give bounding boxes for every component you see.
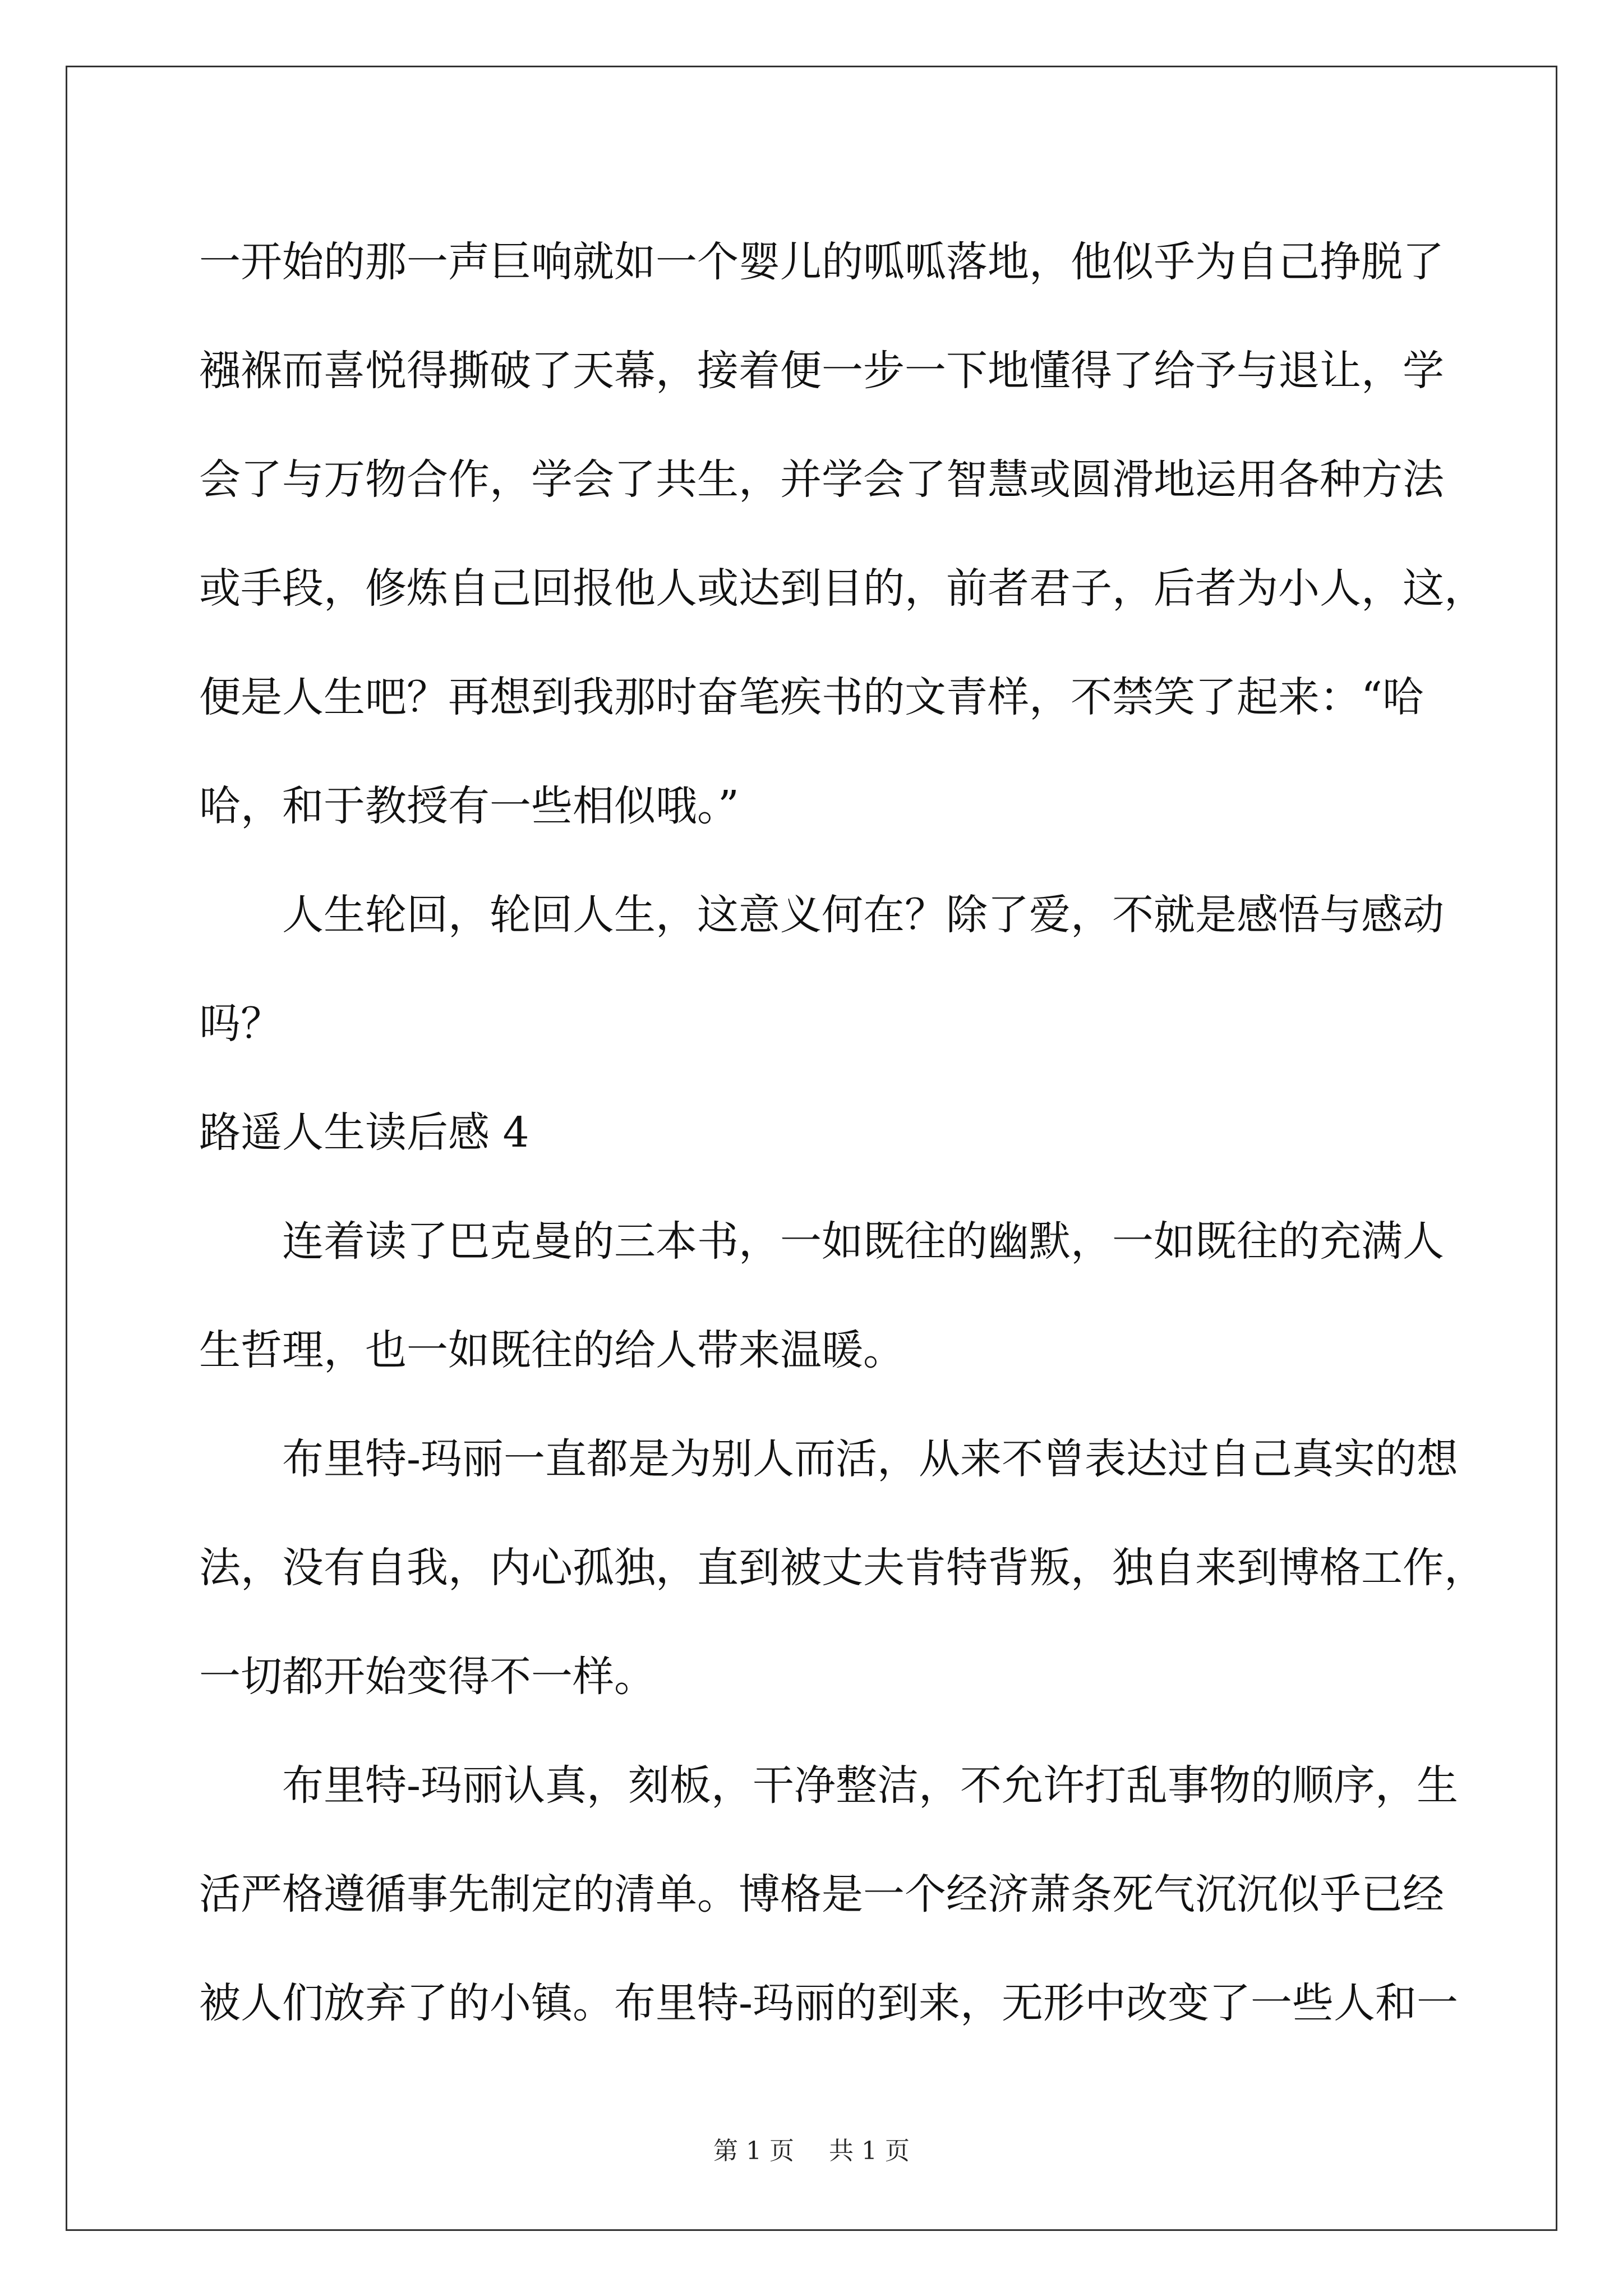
text-line: 法，没有自我，内心孤独，直到被丈夫肯特背叛，独自来到博格工作， <box>199 1544 1486 1592</box>
document-body <box>199 208 1486 2058</box>
text-line: 活严格遵循事先制定的清单。博格是一个经济萧条死气沉沉似乎已经 <box>199 1870 1444 1918</box>
text-line: 一开始的那一声巨响就如一个婴儿的呱呱落地，他似乎为自己挣脱了 <box>199 238 1444 286</box>
text-line: 布里特-玛丽一直都是为别人而活，从来不曾表达过自己真实的想 <box>282 1435 1459 1483</box>
section-heading: 路遥人生读后感 4 <box>199 1108 529 1157</box>
text-line: 会了与万物合作，学会了共生，并学会了智慧或圆滑地运用各种方法 <box>199 455 1444 504</box>
text-line: 或手段，修炼自己回报他人或达到目的，前者君子，后者为小人，这， <box>199 564 1486 613</box>
page-total: 共 1 页 <box>829 2137 910 2165</box>
text-line: 哈，和于教授有一些相似哦。” <box>199 782 739 830</box>
text-line: 襁褓而喜悦得撕破了天幕，接着便一步一下地懂得了给予与退让，学 <box>199 347 1444 395</box>
text-line: 吗？ <box>199 1000 282 1048</box>
text-line: 布里特-玛丽认真，刻板，干净整洁，不允许打乱事物的顺序，生 <box>282 1761 1459 1810</box>
text-line: 生哲理，也一如既往的给人带来温暖。 <box>199 1326 905 1374</box>
text-line: 便是人生吧？再想到我那时奋笔疾书的文青样，不禁笑了起来：“哈 <box>199 673 1424 721</box>
text-line: 一切都开始变得不一样。 <box>199 1653 656 1701</box>
page-footer <box>0 2131 1623 2166</box>
text-line: 被人们放弃了的小镇。布里特-玛丽的到来，无形中改变了一些人和一 <box>199 1979 1459 2027</box>
text-line: 人生轮回，轮回人生，这意义何在？除了爱，不就是感悟与感动 <box>282 891 1444 939</box>
text-line: 连着读了巴克曼的三本书，一如既往的幽默，一如既往的充满人 <box>282 1217 1444 1266</box>
page-number: 第 1 页 <box>713 2137 794 2165</box>
